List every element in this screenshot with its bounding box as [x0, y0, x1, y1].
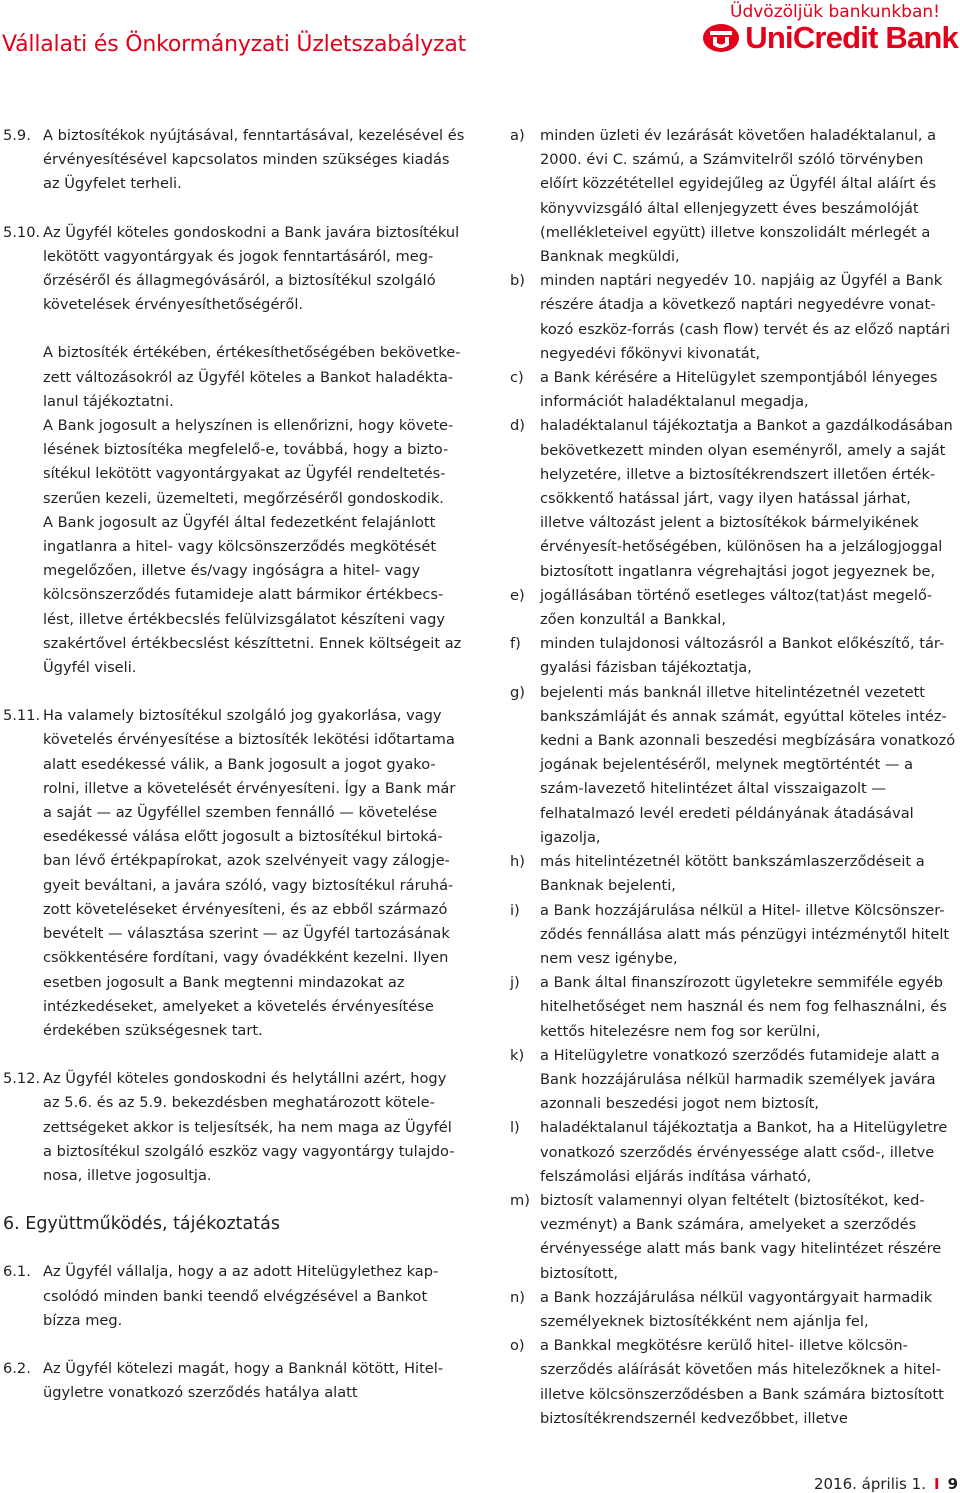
section-5-11: [3, 704, 465, 1043]
section-number: 5.11.: [3, 707, 41, 725]
section-text: Az Ügyfél köteles gondoskodni és helytállni azért, hogy az 5.6. és az 5.9. bekezdésben meghatározott kötele-zettségeket akkor is teljesítsék, ha nem maga az Ügyfél a biztosítékul szolgáló eszköz vagy vagyontárgy tulajdo-nosa, illetve jogosultja.: [43, 1070, 455, 1184]
document-title: Vállalati és Önkormányzati Üzletszabályzat: [2, 32, 467, 57]
section-number: 5.10.: [3, 223, 41, 241]
list-letter: d): [510, 417, 525, 435]
paragraph: A biztosíték értékében, értékesíthetőségében bekövetke-zett változásokról az Ügyfél köteles a Bankot haladékta-lanul tájékoztatni.: [43, 344, 461, 410]
list-item: [510, 1116, 958, 1189]
list-letter: a): [510, 127, 525, 144]
list-item: [510, 366, 958, 414]
list-letter: b): [510, 272, 525, 290]
list-letter: e): [510, 586, 525, 604]
left-column: [3, 124, 465, 1405]
section-6-1: [3, 1260, 465, 1333]
list-text: a Bankkal megkötésre kerülő hitel- illetve kölcsön-szerződés aláírását követően más hitelezőknek a hitel- illetve kölcsönszerződésben a Bank számára biztosított biztosítékrendszernél kedvezőbbet, illetve: [540, 1337, 944, 1427]
section-text: Ha valamely biztosítékul szolgáló jog gyakorlása, vagy követelés érvényesítése a biztosíték lekötési időtartama alatt esedékessé válik, a Bank jogosult a jogot gyako-rolni, illetve a követelését érvényesíteni. Így a Bank már a saját — az Ügyféllel szemben fennálló — követelése esedékessé válása előtt jogosult a biztosítékul birtoká-ban lévő értékpapírokat, azok szelvényeit vagy zálogje-gyeit beváltani, a javára szóló, vagy biztosítékul ráruhá-zott követeléseket érvényesíteni, és az ebből származó bevételt — választása szerint — az Ügyfél tartozásának csökkentésére fordítani, vagy óvadékként kezelni. Ilyen esetben jogosult a Bank megtenni mindazokat az intézkedéseket, amelyeket a követelés érvényesítése érdekében szükségesnek tart.: [43, 707, 456, 1039]
list-item: [510, 124, 958, 269]
section-number: 6.2.: [3, 1359, 31, 1377]
list-letter: h): [510, 853, 525, 871]
list-letter: l): [510, 1119, 520, 1137]
list-text: biztosít valamennyi olyan feltételt (biztosítékot, ked-vezményt) a Bank számára, amelyeket a szerződés érvényessége alatt más bank vagy hitelintézet részére biztosított,: [540, 1191, 942, 1282]
list-letter: k): [510, 1046, 525, 1064]
list-letter: o): [510, 1337, 525, 1355]
list-text: jogállásában történő esetleges változ(tat)ást megelő-zően konzultál a Bankkal,: [540, 586, 933, 629]
section-6-2: [3, 1357, 465, 1405]
footer-date: 2016. április 1.: [813, 1475, 926, 1493]
welcome-text: Üdvözöljük bankunkban!: [730, 2, 940, 22]
list-letter: m): [510, 1191, 530, 1209]
footer-separator: I: [933, 1475, 940, 1493]
section-heading: 6. Együttműködés, tájékoztatás: [3, 1214, 280, 1235]
paragraph: A Bank jogosult a helyszínen is ellenőrizni, hogy követe-lésének biztosítéka megfelelő-e, továbbá, hogy a bizto-sítékul lekötött vagyontárgyakat az Ügyfél rendeltetés-szerűen kezeli, üzemelteti, megőrzéséről gondoskodik.: [43, 417, 454, 507]
section-text: A biztosítékok nyújtásával, fenntartásával, kezelésével és érvényesítésével kapcsolatos minden szükséges kiadás az Ügyfelet terheli.: [43, 127, 465, 193]
list-text: minden naptári negyedév 10. napjáig az Ügyfél a Bank részére átadja a következő naptári negyedévre vonat-kozó eszköz-forrás (cash flow) tervét és az előző naptári negyedévi főkönyvi kivonatát,: [540, 272, 951, 362]
list-text: haladéktalanul tájékoztatja a Bankot, ha a Hitelügyletre vonatkozó szerződés érvényessége alatt csőd-, illetve felszámolási eljárás indítása várható,: [540, 1119, 948, 1185]
list-text: a Bank által finanszírozott ügyletekre semmiféle egyéb hitelhetőséget nem használ és nem fog felhasználni, és kettős hitelezésre nem fog sor kerülni,: [540, 974, 947, 1040]
list-letter: f): [510, 635, 521, 653]
section-text: Az Ügyfél kötelezi magát, hogy a Banknál kötött, Hitel-ügyletre vonatkozó szerződés hatálya alatt: [43, 1359, 444, 1402]
section-5-9: [3, 124, 465, 197]
list-item: [510, 850, 958, 898]
list-letter: c): [510, 369, 524, 387]
list-letter: j): [510, 974, 520, 992]
list-item: [510, 971, 958, 1044]
list-item: [510, 269, 958, 366]
list-item: [510, 899, 958, 972]
list-text: a Hitelügyletre vonatkozó szerződés futamideje alatt a Bank hozzájárulása nélkül harmadik személyek javára azonnali beszedési jogot nem biztosít,: [540, 1046, 940, 1113]
page-number: 9: [947, 1475, 958, 1493]
section-5-12: [3, 1067, 465, 1188]
list-item: [510, 1189, 958, 1286]
section-text: Az Ügyfél vállalja, hogy a az adott Hitelügylethez kap-csolódó minden banki teendő elvégzésével a Bankot bízza meg.: [43, 1263, 439, 1329]
list-letter: i): [510, 901, 520, 919]
list-item: [510, 584, 958, 632]
unicredit-logo: [701, 18, 958, 58]
paragraph: A Bank jogosult az Ügyfél által fedezetként felajánlott ingatlanra a hitel- vagy kölcsönszerződés megkötését megelőzően, illetve és/vagy ingóságra a hitel- vagy kölcsönszerződés futamideje alatt bármikor értékbecs-lést, illetve értékbecslés felülvizsgálatot készíteni vagy szakértővel értékbecslést készíttetni. Ennek költségeit az Ügyfél viseli.: [43, 513, 462, 677]
list-letter: n): [510, 1288, 525, 1306]
list-item: [510, 681, 958, 850]
list-item: [510, 414, 958, 583]
list-letter: g): [510, 683, 525, 701]
section-number: 5.12.: [3, 1070, 41, 1088]
list-text: bejelenti más banknál illetve hitelintézetnél vezetett bankszámláját és annak számát, egyúttal köteles intéz-kedni a Bank azonnali beszedési megbízására vonatkozó jogának bejelentéséről, melynek megtörténtét — a szám-lavezető hitelintézet által visszaigazolt — felhatalmazó levél eredeti példányának átadásával igazolja,: [540, 683, 956, 846]
right-column: [510, 124, 958, 1431]
list-item: [510, 632, 958, 680]
list-text: más hitelintézetnél kötött bankszámlaszerződéseit a Banknak bejelenti,: [540, 853, 925, 895]
list-text: haladéktalanul tájékoztatja a Bankot a gazdálkodásában bekövetkezett minden olyan eseményről, amely a saját helyzetére, illetve a biztosítékrendszert illetően érték-csökkentő hatással járt, vagy ilyen hatással járhat, illetve változást jelent a biztosítékok bármelyikének érvényesít-hetőségében, különösen ha a jelzálogjoggal biztosított ingatlanra végrehajtási jogot jegyeznek be,: [540, 417, 953, 580]
list-item: [510, 1286, 958, 1334]
list-text: a Bank kérésére a Hitelügylet szempontjából lényeges információt haladéktalanul megadja,: [540, 369, 938, 411]
list-text: minden üzleti év lezárását követően haladéktalanul, a 2000. évi C. számú, a Számvitelről szóló törvényben előírt közzététellel egyidejűleg az Ügyfél által aláírt és könyvvizsgáló által ellenjegyzett éves beszámolóját (mellékleteivel együtt) illetve konszolidált mérlegét a Banknak megküldi,: [540, 127, 937, 266]
list-text: minden tulajdonosi változásról a Bankot előkészítő, tár-gyalási fázisban tájékoztatja,: [540, 635, 945, 677]
list-text: a Bank hozzájárulása nélkül a Hitel- illetve Kölcsönszer-ződés fennállása alatt más pénzügyi intézménytől hitelt nem vesz igénybe,: [540, 901, 950, 967]
section-number: 5.9.: [3, 127, 31, 144]
section-5-10: [3, 221, 465, 318]
section-number: 6.1.: [3, 1263, 31, 1281]
list-text: a Bank hozzájárulása nélkül vagyontárgyait harmadik személyeknek biztosítékként nem ajánlja fel,: [540, 1288, 933, 1330]
list-item: [510, 1334, 958, 1431]
list-item: [510, 1044, 958, 1117]
page-footer: [814, 1475, 958, 1493]
unicredit-logo-icon: [701, 21, 741, 55]
section-text: Az Ügyfél köteles gondoskodni a Bank javára biztosítékul lekötött vagyontárgyak és jogok fenntartásáról, meg-őrzéséről és állagmegóvásáról, a biztosítékul szolgáló követelések érvényesíthetőségéről.: [43, 223, 460, 314]
logo-text: UniCredit Bank: [745, 20, 958, 55]
